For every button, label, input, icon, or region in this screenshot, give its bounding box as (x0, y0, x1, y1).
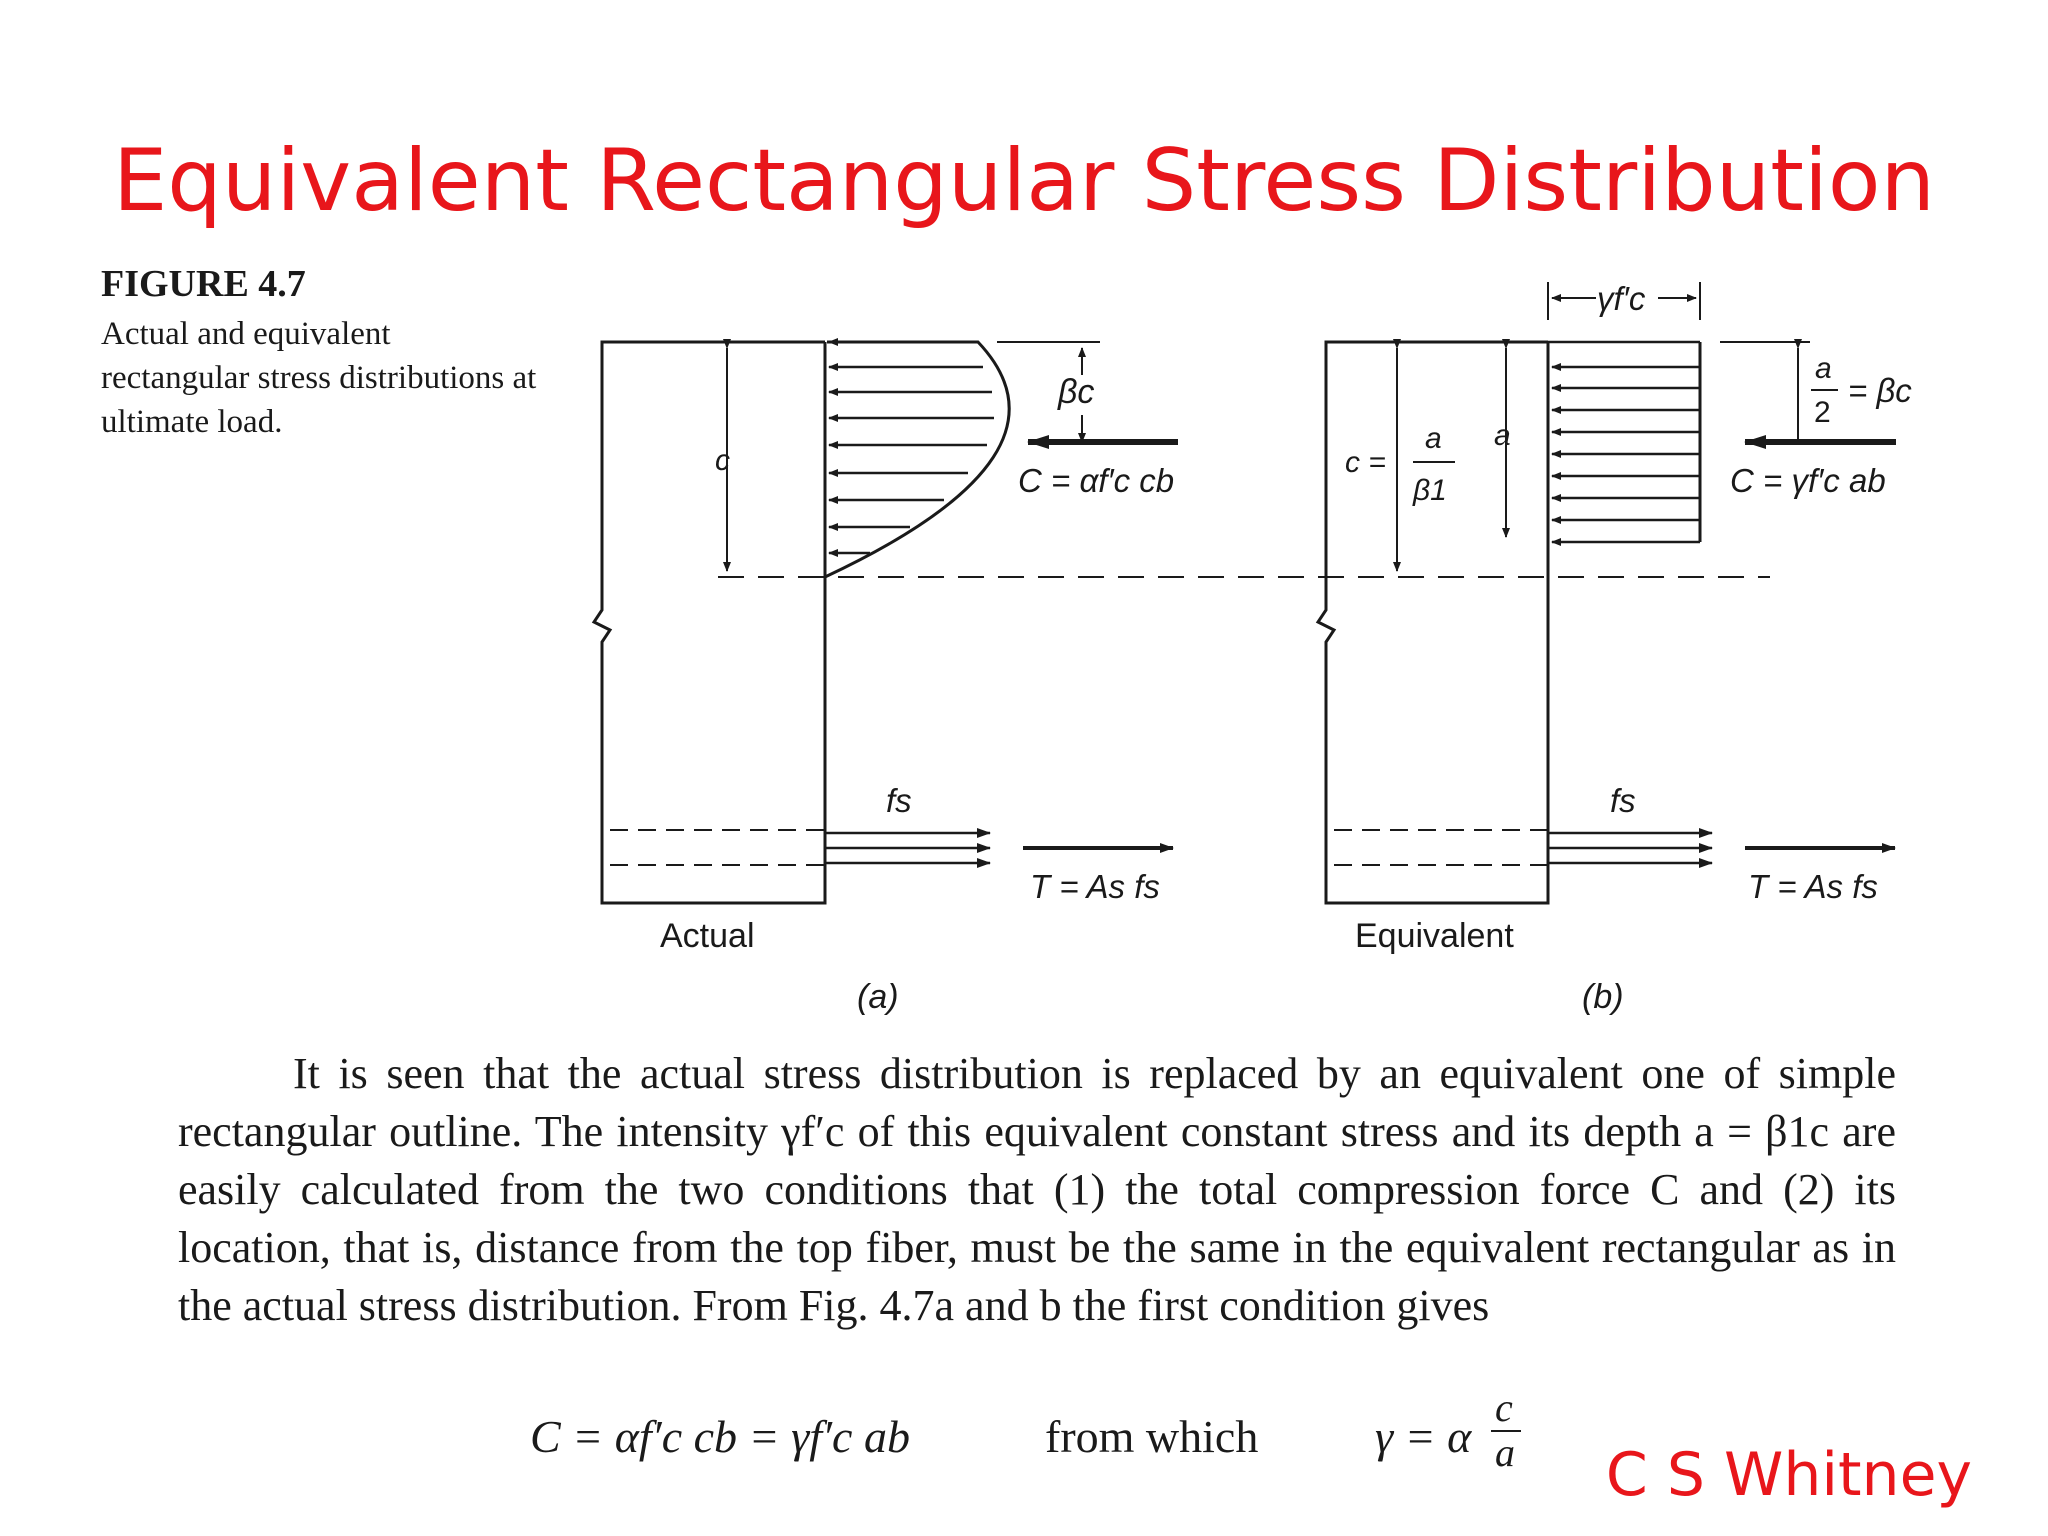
actual-compression-label: C = αf′c cb (1018, 462, 1175, 499)
equation-lhs: γ = α (1375, 1411, 1472, 1462)
slide-title: Equivalent Rectangular Stress Distribution (112, 131, 1936, 231)
actual-stress-curve (825, 342, 1009, 577)
actual-depth-label: c (715, 444, 730, 477)
equivalent-depth-label: a (1494, 419, 1511, 452)
equivalent-half-rhs: = βc (1848, 372, 1912, 409)
figure-label: FIGURE 4.7 (101, 263, 306, 305)
equation-gamma (1375, 1391, 1527, 1472)
equivalent-steel-stress-label: fs (1610, 782, 1636, 819)
equation-fraction (1487, 1391, 1527, 1471)
body-paragraph-text: It is seen that the actual stress distribution is replaced by an equivalent one of simple rectangular outline. The intensity γf′c of this equivalent constant stress and its depth a = β1c are easily calculated from the two conditions that (1) the total compression force C and (2) its location, that is, distance from the top fiber, must be the same in the equivalent rectangular as in the actual stress distribution. From Fig. 4.7a and b the first condition gives (178, 1049, 1896, 1330)
equivalent-half-num: a (1815, 352, 1832, 385)
equivalent-width-label: γf′c (1597, 280, 1646, 317)
figure-caption: Actual and equivalent rectangular stress distributions at ultimate load. (101, 316, 537, 440)
panel-actual (594, 342, 1178, 1016)
equivalent-half-den: 2 (1814, 396, 1831, 429)
equivalent-c-frac-den: β1 (1413, 474, 1447, 507)
body-paragraph (178, 1045, 1896, 1335)
equivalent-panel-tag: (b) (1582, 978, 1624, 1016)
equation-frac-num: c (1494, 1391, 1513, 1431)
actual-stress-arrows (829, 342, 994, 553)
equivalent-panel-name: Equivalent (1355, 917, 1514, 955)
attribution: C S Whitney (1605, 1440, 1972, 1510)
equivalent-c-frac-num: a (1425, 422, 1442, 455)
equivalent-c-label: c = (1345, 446, 1386, 479)
equation-frac-den: a (1494, 1430, 1515, 1472)
equivalent-stress-arrows (1552, 367, 1700, 542)
equation-connector: from which (1045, 1411, 1259, 1462)
equivalent-compression-label: C = γf′c ab (1730, 462, 1886, 499)
actual-steel-stress-label: fs (886, 782, 912, 819)
actual-panel-tag: (a) (857, 978, 899, 1016)
equation-main: C = αf′c cb = γf′c ab (530, 1411, 910, 1462)
actual-tension-label: T = As fs (1030, 868, 1160, 905)
actual-panel-name: Actual (660, 917, 755, 955)
actual-section-outline (594, 342, 825, 903)
panel-equivalent (1318, 280, 1912, 1016)
actual-beta-label: βc (1058, 373, 1095, 411)
equivalent-tension-label: T = As fs (1748, 868, 1878, 905)
